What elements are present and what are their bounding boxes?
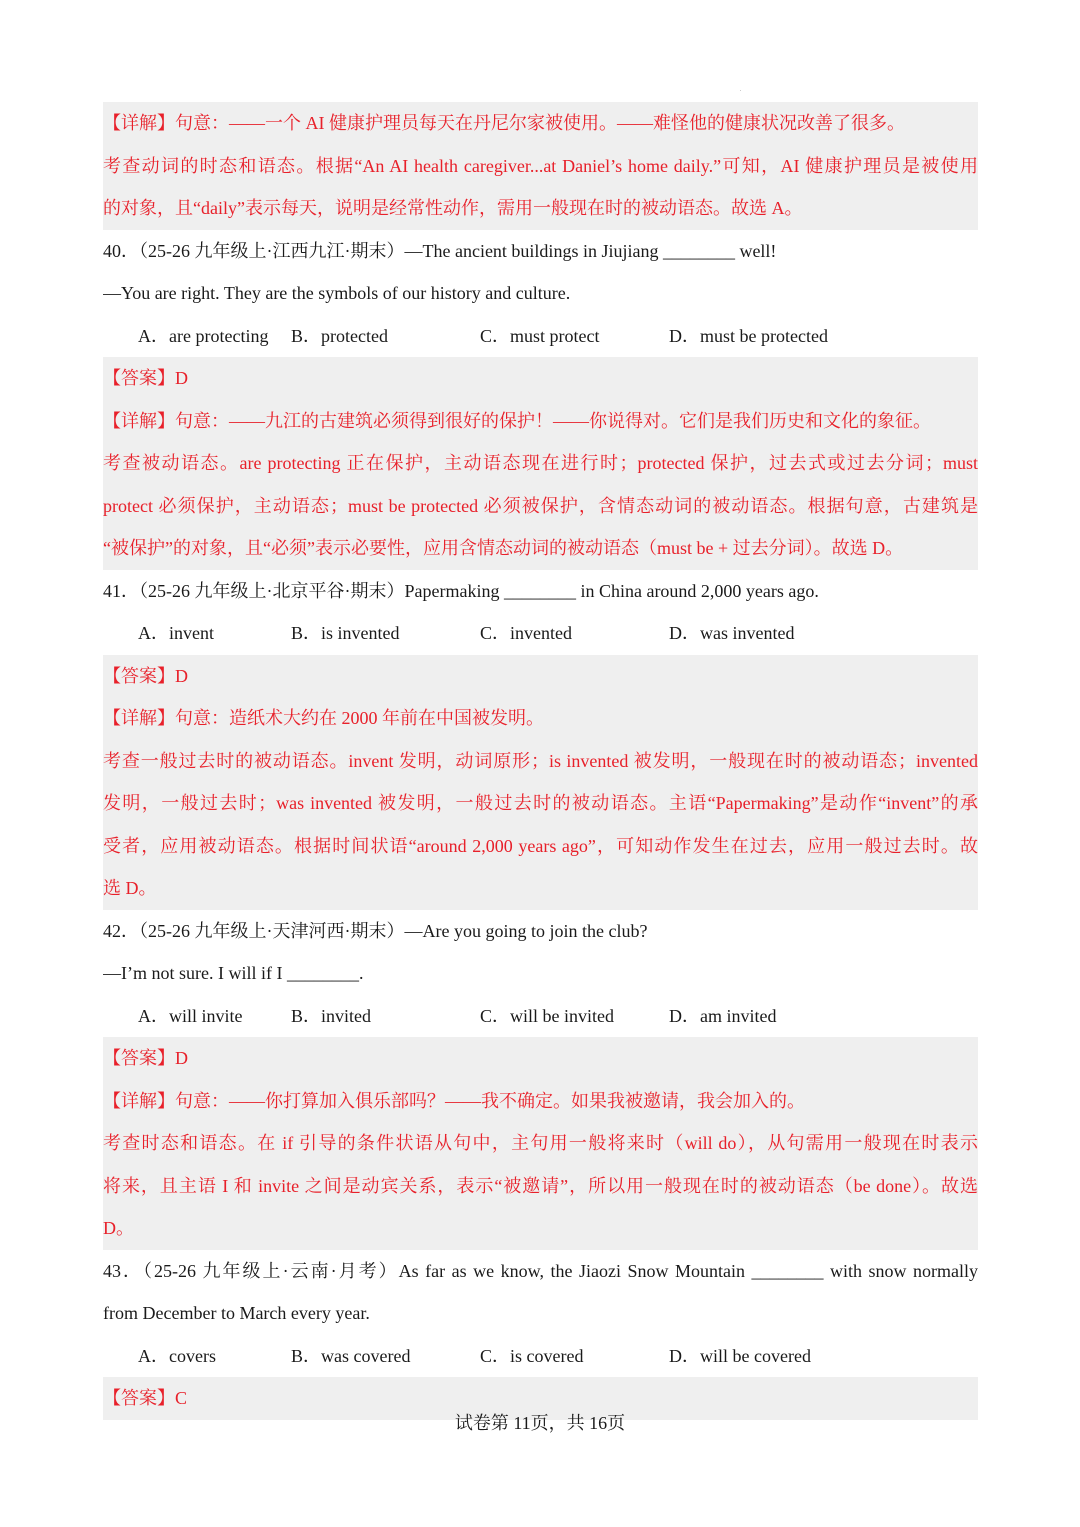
explanation-block xyxy=(103,400,978,570)
option-d: D．am invited xyxy=(669,1005,777,1026)
explanation-block xyxy=(103,102,978,230)
option-a: A．covers xyxy=(138,1345,216,1366)
question-text: 43．（25-26 九年级上·云南·月考）As far as we know, the Jiaozi Snow Mountain ________ with snow normally xyxy=(103,1260,978,1281)
option-a: A．are protecting xyxy=(138,325,269,346)
explanation-heading: 【详解】句意：——你打算加入俱乐部吗？——我不确定。如果我被邀请，我会加入的。 xyxy=(103,1090,805,1111)
answer-line: 【答案】D xyxy=(103,1048,188,1068)
option-b: B．invited xyxy=(291,1005,371,1026)
option-d: D．was invented xyxy=(669,623,795,643)
explanation-line: 考查动词的时态和语态。根据“An AI health caregiver...at Daniel’s home daily.”可知，AI 健康护理员是被使用 xyxy=(103,155,978,176)
scan-dot xyxy=(740,90,741,91)
explanation-line: 考查一般过去时的被动语态。invent 发明，动词原形；is invented 被发明，一般现在时的被动语态；invented xyxy=(103,750,978,771)
explanation-block xyxy=(103,1080,978,1250)
explanation-line: 考查时态和语态。在 if 引导的条件状语从句中，主句用一般将来时（will do），从句需用一般现在时表示 xyxy=(103,1133,978,1153)
explanation-line: 将来，且主语 I 和 invite 之间是动宾关系，表示“被邀请”，所以用一般现在时的被动语态（be done）。故选 xyxy=(103,1175,978,1196)
explanation-line: 考查被动语态。are protecting 正在保护，主动语态现在进行时；protected 保护，过去式或过去分词；must xyxy=(103,453,978,473)
options-row xyxy=(103,612,978,655)
question-text: —I’m not sure. I will if I ________. xyxy=(103,963,364,983)
exam-page-content xyxy=(103,102,978,1420)
answer-line: 【答案】D xyxy=(103,368,188,388)
answer-line: 【答案】D xyxy=(103,665,188,686)
option-c: C．is covered xyxy=(480,1345,584,1366)
answer-block xyxy=(103,1037,978,1080)
explanation-block xyxy=(103,697,978,910)
explanation-line: protect 必须保护，主动语态；must be protected 必须被保护，含情态动词的被动语态。根据句意，古建筑是 xyxy=(103,495,978,516)
option-d: D．will be covered xyxy=(669,1345,811,1366)
option-b: B．is invented xyxy=(291,623,400,643)
question-block xyxy=(103,570,978,655)
option-c: C．will be invited xyxy=(480,1005,614,1026)
question-text: 40．（25-26 九年级上·江西九江·期末）—The ancient buildings in Jiujiang ________ well! xyxy=(103,240,777,261)
option-c: C．must protect xyxy=(480,325,600,346)
option-a: A．invent xyxy=(138,623,214,643)
explanation-line: “被保护”的对象，且“必须”表示必要性，应用含情态动词的被动语态（must be + 过去分词）。故选 D。 xyxy=(103,538,904,558)
explanation-line: 发明，一般过去时；was invented 被发明，一般过去时的被动语态。主语“Papermaking”是动作“invent”的承 xyxy=(103,793,978,813)
explanation-heading: 【详解】句意：——九江的古建筑必须得到很好的保护！——你说得对。它们是我们历史和文化的象征。 xyxy=(103,410,931,431)
question-block xyxy=(103,910,978,1038)
question-text: 41．（25-26 九年级上·北京平谷·期末）Papermaking ________ in China around 2,000 years ago. xyxy=(103,580,819,601)
explanation-heading: 【详解】句意：——一个 AI 健康护理员每天在丹尼尔家被使用。——难怪他的健康状况改善了很多。 xyxy=(103,113,905,133)
options-row xyxy=(103,995,978,1038)
option-b: B．was covered xyxy=(291,1345,411,1366)
question-text: 42．（25-26 九年级上·天津河西·期末）—Are you going to join the club? xyxy=(103,920,648,941)
explanation-line: 受者，应用被动语态。根据时间状语“around 2,000 years ago”，可知动作发生在过去，应用一般过去时。故 xyxy=(103,835,978,856)
page-footer: 试卷第 11页，共 16页 xyxy=(454,1413,626,1433)
options-row xyxy=(103,1335,978,1378)
options-row xyxy=(103,315,978,358)
explanation-heading: 【详解】句意：造纸术大约在 2000 年前在中国被发明。 xyxy=(103,708,544,728)
option-a: A．will invite xyxy=(138,1005,243,1026)
explanation-line: D。 xyxy=(103,1218,134,1238)
option-c: C．invented xyxy=(480,623,572,643)
answer-block xyxy=(103,357,978,400)
question-text: —You are right. They are the symbols of our history and culture. xyxy=(103,283,571,303)
option-d: D．must be protected xyxy=(669,325,828,346)
question-block xyxy=(103,1250,978,1378)
option-b: B．protected xyxy=(291,325,388,346)
question-text: from December to March every year. xyxy=(103,1303,370,1323)
answer-block xyxy=(103,655,978,698)
question-block xyxy=(103,230,978,358)
explanation-line: 选 D。 xyxy=(103,878,157,898)
explanation-line: 的对象，且“daily”表示每天，说明是经常性动作，需用一般现在时的被动语态。故选 A。 xyxy=(103,198,803,218)
answer-line: 【答案】C xyxy=(103,1388,188,1408)
